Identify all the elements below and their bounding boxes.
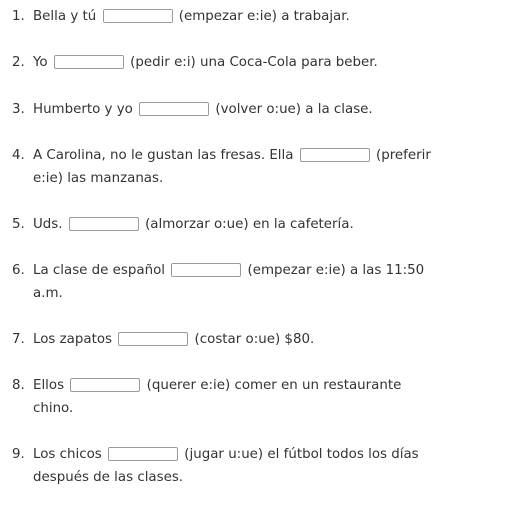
answer-input[interactable]	[139, 102, 209, 116]
question-text-continued: chino.	[33, 401, 74, 416]
question-text: La clase de español	[33, 263, 165, 278]
question-text: (empezar e:ie) a las 11:50	[247, 263, 425, 278]
question-text: A Carolina, no le gustan las fresas. Ella	[33, 148, 294, 163]
answer-input[interactable]	[69, 217, 139, 231]
question-number: 4.	[12, 148, 25, 163]
question-number: 8.	[12, 378, 25, 393]
question-text: (preferir	[375, 148, 431, 163]
question-text: Los chicos	[33, 447, 102, 462]
question-text: (pedir e:i) una Coca-Cola para beber.	[130, 55, 378, 70]
question-6	[12, 259, 510, 305]
question-text: Uds.	[33, 217, 63, 232]
answer-input[interactable]	[54, 55, 124, 69]
answer-input[interactable]	[103, 9, 173, 23]
question-text: (empezar e:ie) a trabajar.	[178, 9, 350, 24]
question-text: (jugar u:ue) el fútbol todos los días	[184, 447, 419, 462]
question-text: (almorzar o:ue) en la cafetería.	[145, 217, 354, 232]
question-text: Humberto y yo	[33, 102, 133, 117]
question-7	[12, 328, 510, 351]
question-2	[12, 51, 510, 74]
question-8	[12, 374, 510, 420]
answer-input[interactable]	[171, 263, 241, 277]
question-text: (volver o:ue) a la clase.	[215, 102, 373, 117]
question-text: Bella y tú	[33, 9, 97, 24]
question-text-continued: a.m.	[33, 286, 63, 301]
answer-input[interactable]	[300, 148, 370, 162]
question-text-continued: e:ie) las manzanas.	[33, 171, 164, 186]
question-number: 1.	[12, 9, 25, 24]
question-number: 7.	[12, 332, 25, 347]
question-text: (costar o:ue) $80.	[194, 332, 315, 347]
answer-input[interactable]	[70, 378, 140, 392]
question-9	[12, 443, 510, 489]
question-text-continued: después de las clases.	[33, 470, 184, 485]
question-number: 2.	[12, 55, 25, 70]
question-text: Ellos	[33, 378, 65, 393]
question-4	[12, 144, 510, 190]
question-text: Yo	[33, 55, 48, 70]
answer-input[interactable]	[118, 332, 188, 346]
question-number: 3.	[12, 102, 25, 117]
question-number: 9.	[12, 447, 25, 462]
question-3	[12, 98, 510, 121]
question-5	[12, 213, 510, 236]
question-number: 5.	[12, 217, 25, 232]
question-number: 6.	[12, 263, 25, 278]
question-text: (querer e:ie) comer en un restaurante	[146, 378, 402, 393]
question-10-partial	[12, 512, 510, 519]
question-1	[12, 5, 510, 28]
answer-input[interactable]	[108, 447, 178, 461]
question-text: Los zapatos	[33, 332, 113, 347]
